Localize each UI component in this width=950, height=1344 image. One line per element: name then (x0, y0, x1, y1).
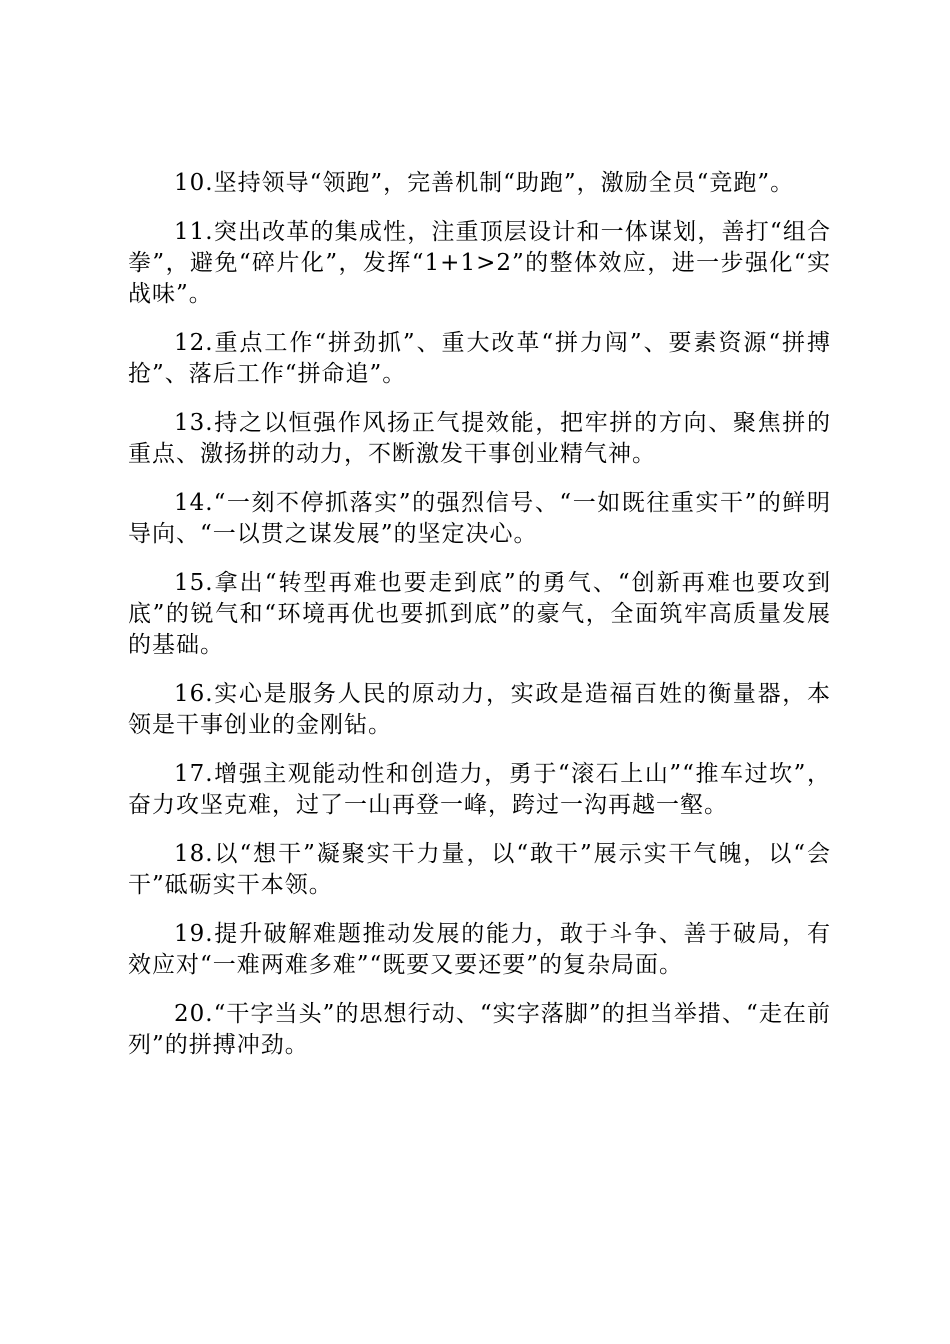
paragraph-13: 13.持之以恒强作风扬正气提效能，把牢拼的方向、聚焦拼的重点、激扬拼的动力，不断激发干事创业精气神。 (128, 410, 831, 467)
paragraph-17: 17.增强主观能动性和创造力，勇于“滚石上山”“推车过坎”，奋力攻坚克难，过了一山再登一峰，跨过一沟再越一壑。 (128, 761, 831, 818)
document-body (128, 168, 831, 1079)
paragraph-15: 15.拿出“转型再难也要走到底”的勇气、“创新再难也要攻到底”的锐气和“环境再优也要抓到底”的豪气，全面筑牢高质量发展的基础。 (128, 570, 831, 658)
paragraph-18: 18.以“想干”凝聚实干力量，以“敢干”展示实干气魄，以“会干”砥砺实干本领。 (128, 841, 831, 898)
paragraph-12: 12.重点工作“拼劲抓”、重大改革“拼力闯”、要素资源“拼搏抢”、落后工作“拼命追”。 (128, 330, 831, 387)
paragraph-16: 16.实心是服务人民的原动力，实政是造福百姓的衡量器，本领是干事创业的金刚钻。 (128, 681, 831, 738)
paragraph-20: 20.“干字当头”的思想行动、“实字落脚”的担当举措、“走在前列”的拼搏冲劲。 (128, 1001, 831, 1058)
paragraph-19: 19.提升破解难题推动发展的能力，敢于斗争、善于破局，有效应对“一难两难多难”“既要又要还要”的复杂局面。 (128, 921, 831, 978)
paragraph-14: 14.“一刻不停抓落实”的强烈信号、“一如既往重实干”的鲜明导向、“一以贯之谋发展”的坚定决心。 (128, 490, 831, 547)
paragraph-11: 11.突出改革的集成性，注重顶层设计和一体谋划，善打“组合拳”，避免“碎片化”，发挥“1+1>2”的整体效应，进一步强化“实战味”。 (128, 219, 831, 307)
paragraph-10: 10.坚持领导“领跑”，完善机制“助跑”，激励全员“竞跑”。 (174, 170, 795, 196)
